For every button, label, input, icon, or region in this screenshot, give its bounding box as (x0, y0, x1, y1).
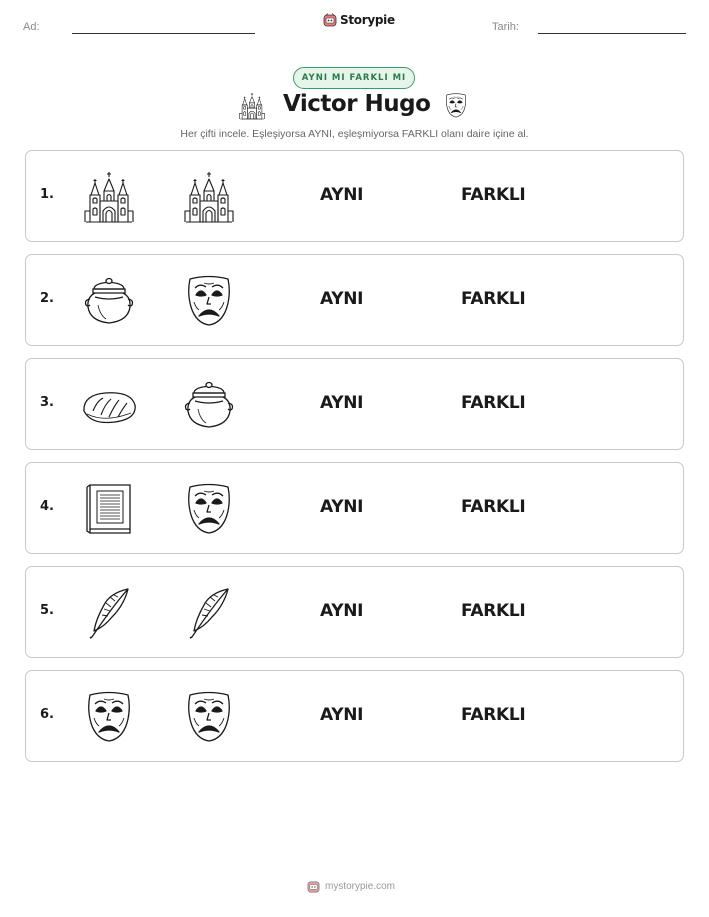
activity-badge: AYNI MI FARKLI MI (293, 67, 415, 89)
tragedy-mask-icon (184, 275, 234, 327)
same-option[interactable]: AYNI (320, 393, 364, 413)
row-number: 6. (40, 707, 54, 722)
same-option[interactable]: AYNI (320, 289, 364, 309)
cathedral-icon (84, 171, 134, 223)
row-number: 1. (40, 187, 54, 202)
pot-icon (184, 379, 234, 431)
pot-icon (84, 275, 134, 327)
storypie-icon (323, 13, 337, 27)
title-row (0, 91, 709, 123)
row-number: 5. (40, 603, 54, 618)
instructions: Her çifti incele. Eşleşiyorsa AYNI, eşleşmiyorsa FARKLI olanı daire içine al. (180, 128, 529, 140)
different-option[interactable]: FARKLI (461, 185, 526, 205)
footer-url[interactable]: mystorypie.com (325, 881, 396, 892)
brand-name: Storypie (340, 13, 395, 27)
tragedy-mask-icon (84, 691, 134, 743)
different-option[interactable]: FARKLI (461, 601, 526, 621)
same-option[interactable]: AYNI (320, 705, 364, 725)
pair-row (25, 462, 684, 554)
brand-logo (323, 13, 395, 27)
same-option[interactable]: AYNI (320, 497, 364, 517)
cathedral-icon (239, 92, 265, 120)
name-label: Ad: (23, 21, 40, 33)
different-option[interactable]: FARKLI (461, 393, 526, 413)
pair-row (25, 670, 684, 762)
tragedy-mask-icon (444, 92, 468, 119)
cathedral-icon (184, 171, 234, 223)
footer (307, 880, 395, 893)
pair-row (25, 254, 684, 346)
same-option[interactable]: AYNI (320, 601, 364, 621)
row-number: 4. (40, 499, 54, 514)
quill-icon (184, 587, 234, 639)
bread-icon (81, 387, 137, 427)
pair-row (25, 150, 684, 242)
tragedy-mask-icon (184, 483, 234, 535)
storypie-icon (307, 880, 320, 893)
different-option[interactable]: FARKLI (461, 705, 526, 725)
pair-row (25, 566, 684, 658)
name-line[interactable] (72, 33, 255, 34)
quill-icon (84, 587, 134, 639)
row-number: 2. (40, 291, 54, 306)
different-option[interactable]: FARKLI (461, 289, 526, 309)
row-number: 3. (40, 395, 54, 410)
same-option[interactable]: AYNI (320, 185, 364, 205)
pair-row (25, 358, 684, 450)
book-icon (84, 483, 134, 535)
different-option[interactable]: FARKLI (461, 497, 526, 517)
date-label: Tarih: (492, 21, 519, 33)
tragedy-mask-icon (184, 691, 234, 743)
date-line[interactable] (538, 33, 686, 34)
page-title: Victor Hugo (283, 91, 431, 117)
